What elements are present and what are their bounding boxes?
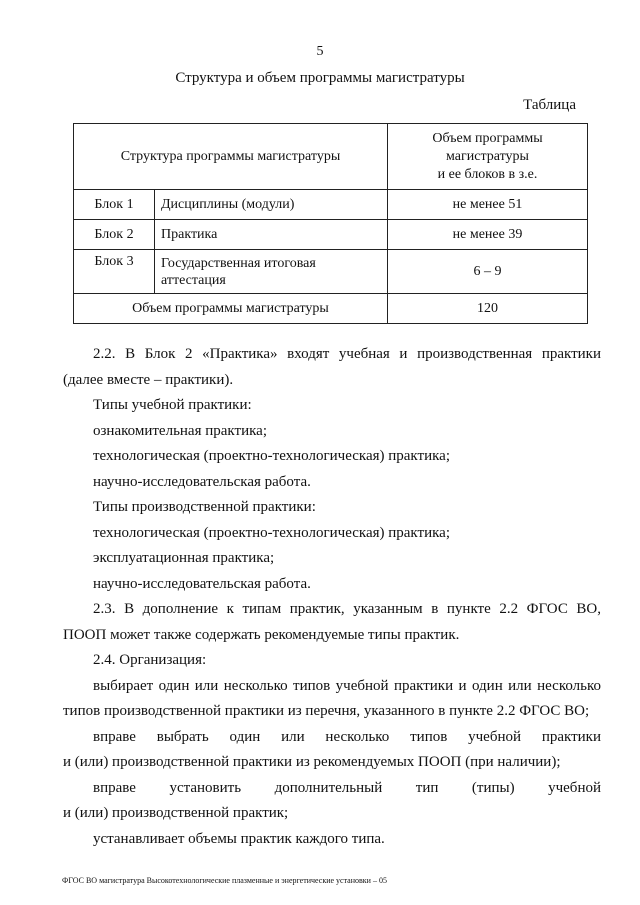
list-item: научно-исследовательская работа. — [93, 473, 311, 490]
block-cell: Блок 3 — [74, 250, 155, 294]
header-structure: Структура программы магистратуры — [74, 124, 388, 190]
table-row — [74, 250, 588, 294]
list-item: научно-исследовательская работа. — [93, 575, 311, 592]
list-item: технологическая (проектно-технологическая) практика; — [93, 448, 450, 464]
total-value: 120 — [388, 294, 588, 324]
page-footer: ФГОС ВО магистратура Высокотехнологические плазменные и энергетические установки – 05 — [62, 876, 387, 885]
list-item: и (или) производственной практики из рекомендуемых ПООП (при наличии); — [63, 754, 561, 770]
name-cell — [155, 250, 388, 294]
block-cell: Блок 1 — [74, 190, 155, 220]
header-volume-line: и ее блоков в з.е. — [437, 166, 538, 182]
program-structure-table — [73, 123, 588, 324]
volume-cell: не менее 39 — [388, 220, 588, 250]
document-body — [63, 342, 601, 852]
name-cell: Дисциплины (модули) — [155, 190, 388, 220]
table-row — [74, 220, 588, 250]
name-line: Государственная итоговая — [161, 255, 316, 271]
paragraph: (далее вместе – практики). — [63, 371, 234, 388]
total-label: Объем программы магистратуры — [74, 294, 388, 324]
paragraph: Типы производственной практики: — [93, 499, 316, 515]
page-number: 5 — [316, 44, 324, 59]
table-total-row — [74, 294, 588, 324]
volume-cell: не менее 51 — [388, 190, 588, 220]
list-item: типов производственной практики из перечня, указанного в пункте 2.2 ФГОС ВО; — [63, 703, 590, 719]
header-volume-line: магистратуры — [446, 148, 529, 164]
block-cell: Блок 2 — [74, 220, 155, 250]
page-title: Структура и объем программы магистратуры — [175, 70, 465, 86]
table-header-row — [74, 124, 588, 190]
volume-cell: 6 – 9 — [388, 250, 588, 294]
list-item: ознакомительная практика; — [93, 422, 267, 439]
list-item: выбирает один или несколько типов учебной практики и один или несколько — [93, 677, 601, 694]
list-item: устанавливает объемы практик каждого типа. — [93, 830, 385, 847]
paragraph: 2.3. В дополнение к типам практик, указанным в пункте 2.2 ФГОС ВО, — [93, 601, 601, 617]
name-line: аттестация — [161, 272, 226, 288]
list-item: эксплуатационная практика; — [93, 550, 275, 566]
paragraph: 2.4. Организация: — [93, 652, 207, 668]
paragraph: ПООП может также содержать рекомендуемые типы практик. — [63, 626, 460, 643]
header-volume-line: Объем программы — [432, 130, 543, 146]
header-volume — [388, 124, 588, 190]
table-row — [74, 190, 588, 220]
list-item: и (или) производственной практик; — [63, 805, 289, 821]
list-item: технологическая (проектно-технологическая) практика; — [93, 524, 450, 541]
paragraph: Типы учебной практики: — [93, 397, 252, 413]
list-item: вправе установить дополнительный тип (типы) учебной — [93, 779, 601, 796]
name-cell: Практика — [155, 220, 388, 250]
table-caption: Таблица — [523, 97, 576, 113]
paragraph: 2.2. В Блок 2 «Практика» входят учебная и производственная практики — [93, 346, 601, 362]
list-item: вправе выбрать один или несколько типов учебной практики — [93, 728, 601, 745]
